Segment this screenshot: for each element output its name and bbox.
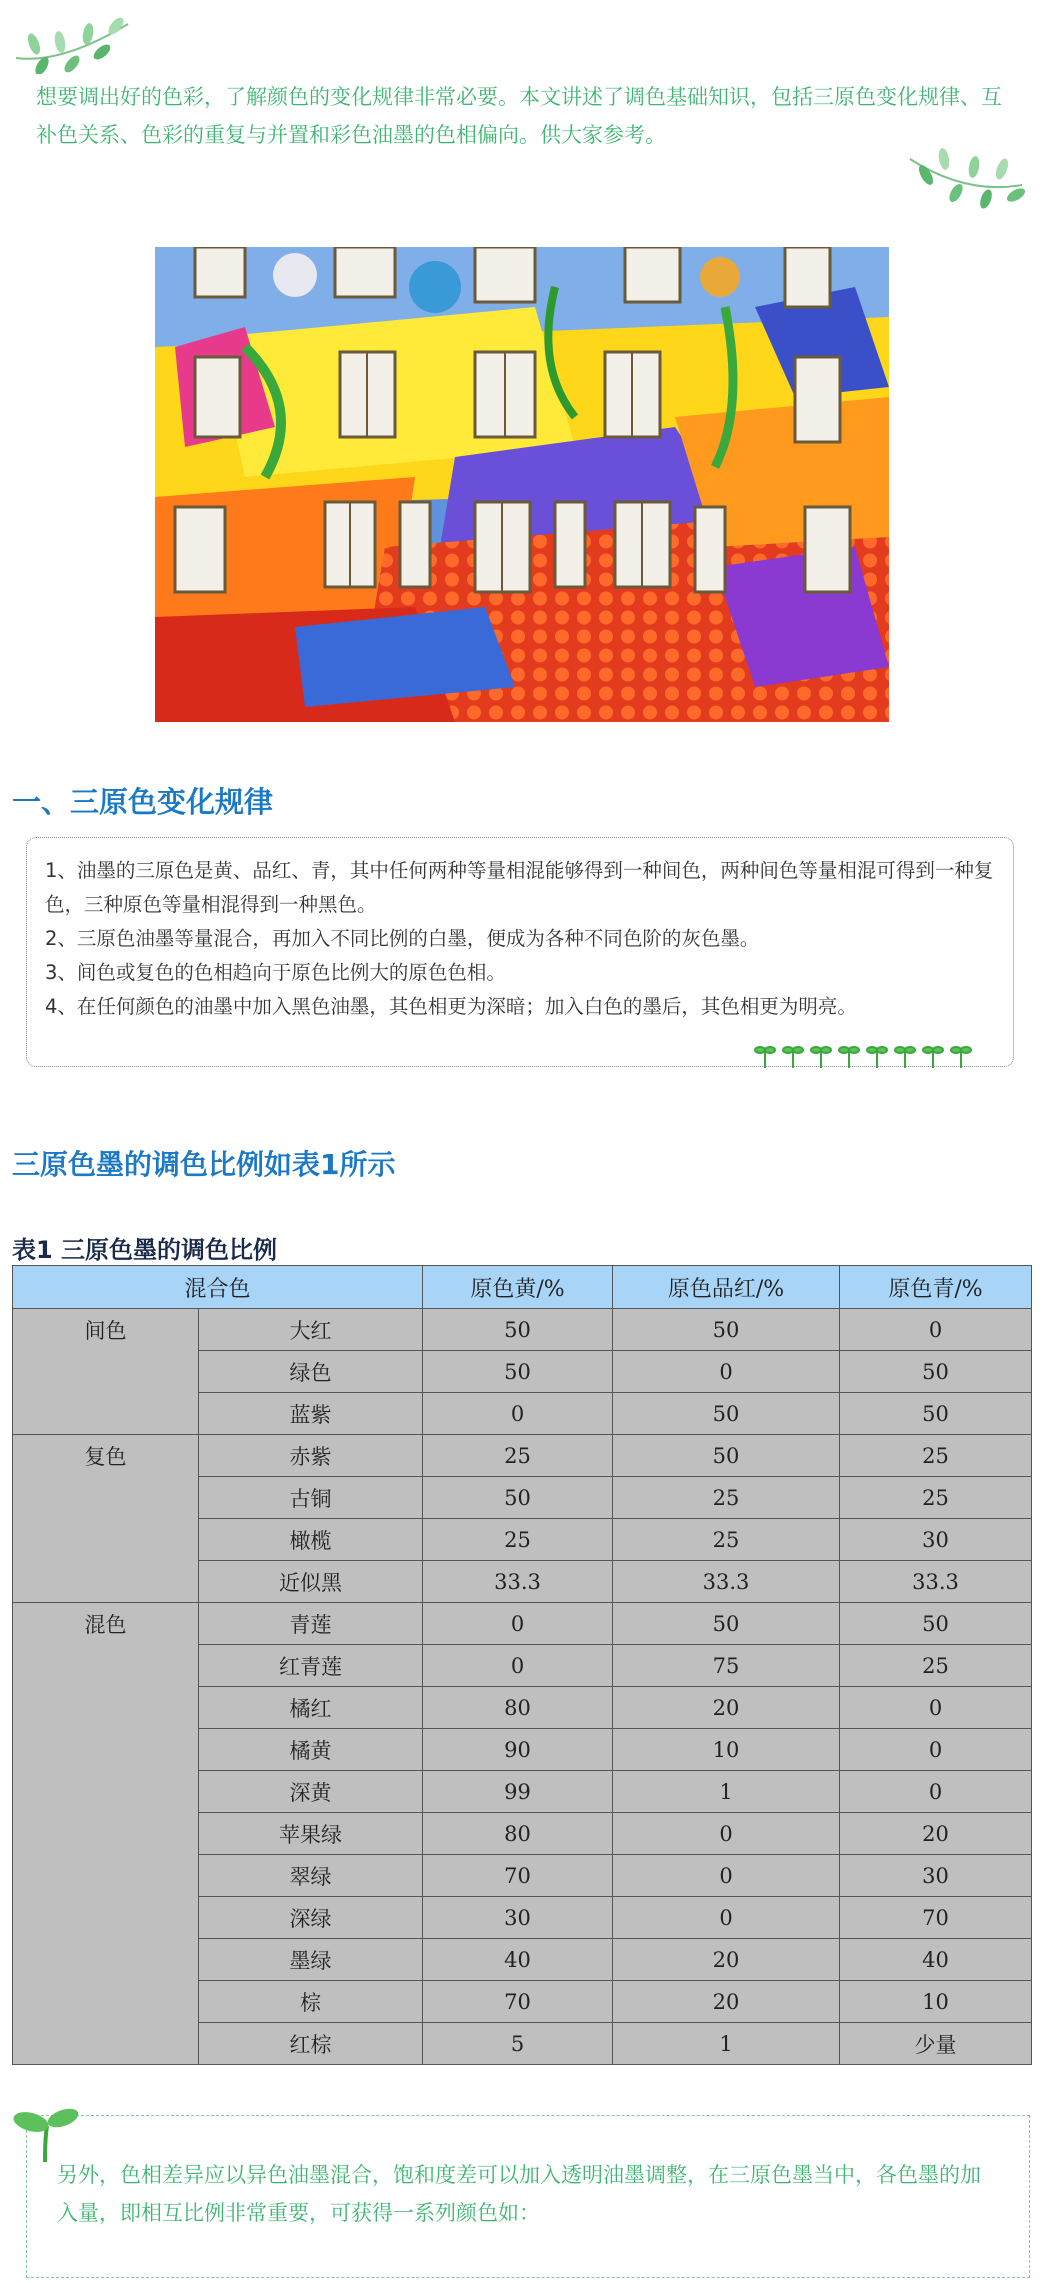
color-name-cell: 墨绿 (199, 1939, 423, 1981)
ratio-cell: 30 (840, 1519, 1032, 1561)
section-heading-mixing-ratio: 三原色墨的调色比例如表1所示 (12, 1148, 396, 1181)
ratio-cell: 10 (613, 1729, 840, 1771)
ratio-cell: 5 (423, 2023, 613, 2065)
ratio-cell: 50 (613, 1435, 840, 1477)
ratio-cell: 50 (423, 1309, 613, 1351)
ratio-cell: 0 (613, 1855, 840, 1897)
ratio-cell: 25 (423, 1435, 613, 1477)
column-header: 原色青/% (840, 1266, 1032, 1309)
color-name-cell: 橘红 (199, 1687, 423, 1729)
ratio-cell: 40 (423, 1939, 613, 1981)
ratio-cell: 50 (840, 1393, 1032, 1435)
color-name-cell: 大红 (199, 1309, 423, 1351)
colorful-building-photo (155, 247, 889, 722)
ratio-cell: 1 (613, 1771, 840, 1813)
ratio-cell: 0 (423, 1393, 613, 1435)
ratio-cell: 50 (613, 1603, 840, 1645)
rule-item: 3、间色或复色的色相趋向于原色比例大的原色色相。 (45, 961, 506, 984)
ratio-cell: 70 (423, 1981, 613, 2023)
color-name-cell: 翠绿 (199, 1855, 423, 1897)
ratio-cell: 75 (613, 1645, 840, 1687)
ratio-cell: 25 (613, 1477, 840, 1519)
ratio-cell: 30 (840, 1855, 1032, 1897)
ratio-cell: 99 (423, 1771, 613, 1813)
color-name-cell: 深绿 (199, 1897, 423, 1939)
color-name-cell: 古铜 (199, 1477, 423, 1519)
ratio-cell: 25 (840, 1645, 1032, 1687)
ratio-cell: 70 (423, 1855, 613, 1897)
ratio-cell: 20 (840, 1813, 1032, 1855)
color-name-cell: 青莲 (199, 1603, 423, 1645)
column-header: 原色品红/% (613, 1266, 840, 1309)
ratio-cell: 50 (423, 1351, 613, 1393)
ratio-cell: 33.3 (840, 1561, 1032, 1603)
rules-box (26, 837, 1014, 1067)
ratio-cell: 0 (423, 1645, 613, 1687)
table-row (13, 1435, 1032, 1477)
table-caption: 表1 三原色墨的调色比例 (12, 1236, 278, 1264)
color-name-cell: 橄榄 (199, 1519, 423, 1561)
ratio-cell: 0 (613, 1813, 840, 1855)
color-name-cell: 苹果绿 (199, 1813, 423, 1855)
color-name-cell: 蓝紫 (199, 1393, 423, 1435)
ratio-cell: 70 (840, 1897, 1032, 1939)
intro-paragraph: 想要调出好的色彩，了解颜色的变化规律非常必要。本文讲述了调色基础知识，包括三原色变化规律、互补色关系、色彩的重复与并置和彩色油墨的色相偏向。供大家参考。 (36, 85, 1002, 147)
color-name-cell: 红青莲 (199, 1645, 423, 1687)
table-row (13, 1603, 1032, 1645)
ratio-cell: 20 (613, 1981, 840, 2023)
rule-item: 4、在任何颜色的油墨中加入黑色油墨，其色相更为深暗；加入白色的墨后，其色相更为明亮。 (45, 995, 857, 1018)
ratio-cell: 少量 (840, 2023, 1032, 2065)
ratio-cell: 20 (613, 1687, 840, 1729)
color-name-cell: 橘黄 (199, 1729, 423, 1771)
leaf-branch-icon (906, 145, 1026, 210)
color-name-cell: 赤紫 (199, 1435, 423, 1477)
color-name-cell: 红棕 (199, 2023, 423, 2065)
color-name-cell: 深黄 (199, 1771, 423, 1813)
column-header: 混合色 (13, 1266, 423, 1309)
ratio-cell: 50 (840, 1603, 1032, 1645)
ratio-cell: 50 (613, 1393, 840, 1435)
section-heading-primary-color-rules: 一、三原色变化规律 (12, 785, 274, 819)
column-header: 原色黄/% (423, 1266, 613, 1309)
ratio-cell: 0 (613, 1351, 840, 1393)
ratio-cell: 80 (423, 1687, 613, 1729)
ratio-cell: 0 (840, 1687, 1032, 1729)
group-label: 复色 (13, 1435, 199, 1603)
ratio-cell: 0 (423, 1603, 613, 1645)
note-box (26, 2115, 1030, 2278)
sprouts-decoration-icon (745, 1042, 975, 1070)
rule-item: 2、三原色油墨等量混合，再加入不同比例的白墨，便成为各种不同色阶的灰色墨。 (45, 927, 760, 950)
ratio-cell: 40 (840, 1939, 1032, 1981)
color-name-cell: 绿色 (199, 1351, 423, 1393)
rule-item: 1、油墨的三原色是黄、品红、青，其中任何两种等量相混能够得到一种间色，两种间色等量相混可得到一种复色，三种原色等量相混得到一种黑色。 (45, 859, 994, 916)
ratio-cell: 90 (423, 1729, 613, 1771)
ratio-cell: 0 (840, 1729, 1032, 1771)
color-name-cell: 棕 (199, 1981, 423, 2023)
ratio-cell: 30 (423, 1897, 613, 1939)
table-header-row (13, 1266, 1032, 1309)
ratio-cell: 25 (613, 1519, 840, 1561)
ratio-cell: 25 (840, 1435, 1032, 1477)
ratio-cell: 33.3 (423, 1561, 613, 1603)
ratio-cell: 20 (613, 1939, 840, 1981)
ratio-cell: 10 (840, 1981, 1032, 2023)
ratio-cell: 25 (423, 1519, 613, 1561)
ratio-cell: 0 (613, 1897, 840, 1939)
ratio-cell: 0 (840, 1771, 1032, 1813)
group-label: 间色 (13, 1309, 199, 1435)
color-name-cell: 近似黑 (199, 1561, 423, 1603)
mixing-ratio-table (12, 1265, 1032, 2065)
ratio-cell: 0 (840, 1309, 1032, 1351)
leaf-branch-icon (12, 14, 132, 74)
ratio-cell: 33.3 (613, 1561, 840, 1603)
group-label: 混色 (13, 1603, 199, 2065)
note-paragraph: 另外，色相差异应以异色油墨混合，饱和度差可以加入透明油墨调整，在三原色墨当中，各色墨的加入量，即相互比例非常重要，可获得一系列颜色如： (57, 2163, 981, 2225)
ratio-cell: 80 (423, 1813, 613, 1855)
ratio-cell: 50 (840, 1351, 1032, 1393)
ratio-cell: 50 (613, 1309, 840, 1351)
table-row (13, 1309, 1032, 1351)
ratio-cell: 25 (840, 1477, 1032, 1519)
ratio-cell: 1 (613, 2023, 840, 2065)
ratio-cell: 50 (423, 1477, 613, 1519)
sprout-icon (11, 2104, 81, 2164)
